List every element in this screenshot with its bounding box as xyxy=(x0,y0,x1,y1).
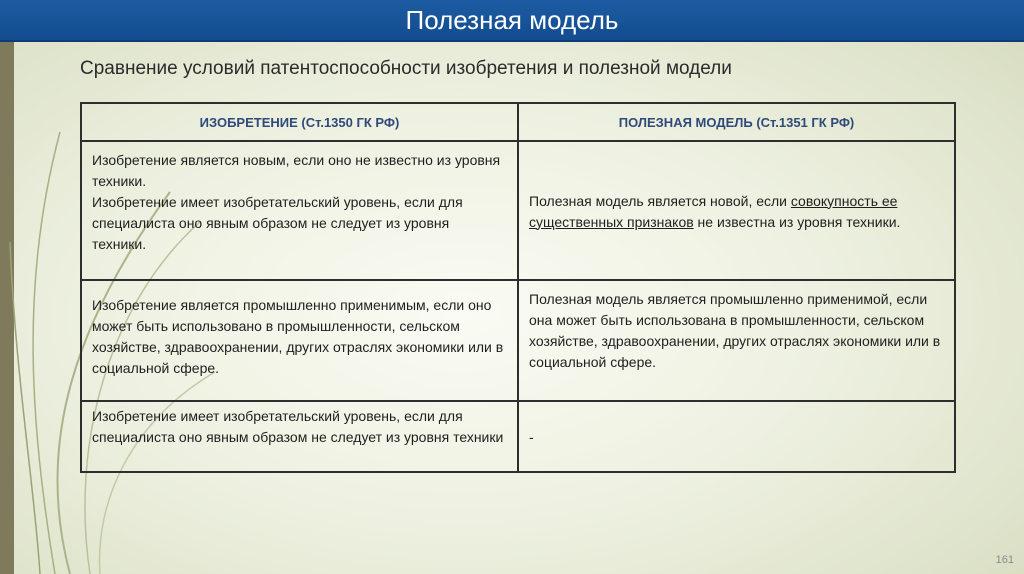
slide-title: Полезная модель xyxy=(405,5,619,35)
invention-inventive-step-text: Изобретение имеет изобретательский уровень, если для специалиста оно явным образом не следует из уровня техники. xyxy=(92,194,463,252)
utility-cell: - xyxy=(518,401,955,472)
utility-cell xyxy=(518,141,955,280)
invention-novelty-text: Изобретение является новым, если оно не известно из уровня техники. xyxy=(92,152,501,189)
page-number: 161 xyxy=(995,554,1014,566)
invention-cell xyxy=(81,141,518,280)
slide-header xyxy=(0,0,1024,42)
slide-subtitle: Сравнение условий патентоспособности изобретения и полезной модели xyxy=(80,58,732,79)
table-row xyxy=(81,141,955,280)
utility-novelty-text-post: не известна из уровня техники. xyxy=(693,213,901,230)
comparison-table xyxy=(80,102,956,473)
invention-cell: Изобретение имеет изобретательский уровень, если для специалиста оно явным образом не следует из уровня техники xyxy=(81,401,518,472)
table-header-row xyxy=(81,103,955,141)
table-row xyxy=(81,401,955,472)
table-row xyxy=(81,280,955,401)
utility-novelty-underlined: совокупность ее существенных признаков xyxy=(529,192,898,230)
utility-novelty-text-pre: Полезная модель является новой, если xyxy=(529,192,791,209)
invention-cell: Изобретение является промышленно применимым, если оно может быть использовано в промышленности, сельском хозяйстве, здравоохранении, других отраслях экономики или в социальной сфере. xyxy=(81,280,518,401)
header-invention: ИЗОБРЕТЕНИЕ (Ст.1350 ГК РФ) xyxy=(81,103,518,141)
utility-cell: Полезная модель является промышленно применимой, если она может быть использована в промышленности, сельском хозяйстве, здравоохранении, других отраслях экономики или в социальной сфере. xyxy=(518,280,955,401)
header-utility-model: ПОЛЕЗНАЯ МОДЕЛЬ (Ст.1351 ГК РФ) xyxy=(518,103,955,141)
